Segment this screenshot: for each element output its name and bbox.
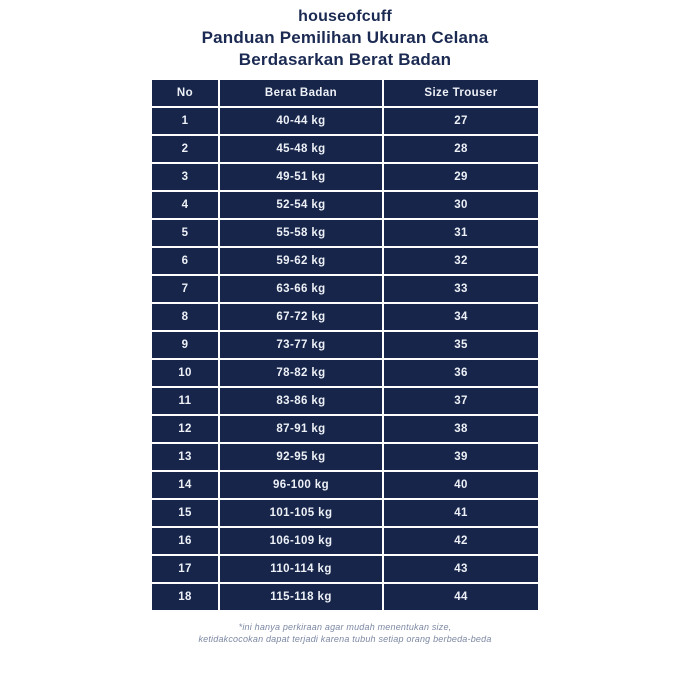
table-row <box>151 247 539 275</box>
table-row <box>151 303 539 331</box>
cell-size: 32 <box>383 247 539 275</box>
table-row <box>151 555 539 583</box>
column-header-no: No <box>151 79 219 107</box>
cell-size: 31 <box>383 219 539 247</box>
cell-no: 9 <box>151 331 219 359</box>
cell-size: 35 <box>383 331 539 359</box>
cell-size: 28 <box>383 135 539 163</box>
cell-weight: 101-105 kg <box>219 499 383 527</box>
cell-weight: 83-86 kg <box>219 387 383 415</box>
cell-weight: 110-114 kg <box>219 555 383 583</box>
cell-weight: 55-58 kg <box>219 219 383 247</box>
disclaimer-line1: *ini hanya perkiraan agar mudah menentukan size, <box>238 622 452 632</box>
cell-no: 2 <box>151 135 219 163</box>
cell-no: 6 <box>151 247 219 275</box>
cell-size: 34 <box>383 303 539 331</box>
cell-size: 39 <box>383 443 539 471</box>
cell-weight: 106-109 kg <box>219 527 383 555</box>
table-row <box>151 387 539 415</box>
cell-no: 10 <box>151 359 219 387</box>
cell-size: 40 <box>383 471 539 499</box>
disclaimer-note <box>0 621 690 645</box>
cell-size: 33 <box>383 275 539 303</box>
cell-no: 7 <box>151 275 219 303</box>
brand-name: houseofcuff <box>298 8 392 25</box>
cell-size: 27 <box>383 107 539 135</box>
page-title-line1: Panduan Pemilihan Ukuran Celana <box>201 28 489 47</box>
table-row <box>151 527 539 555</box>
cell-no: 13 <box>151 443 219 471</box>
size-table-header <box>151 79 539 107</box>
table-row <box>151 471 539 499</box>
cell-no: 14 <box>151 471 219 499</box>
cell-weight: 63-66 kg <box>219 275 383 303</box>
cell-weight: 115-118 kg <box>219 583 383 611</box>
cell-weight: 67-72 kg <box>219 303 383 331</box>
cell-no: 4 <box>151 191 219 219</box>
cell-no: 11 <box>151 387 219 415</box>
header-row <box>151 79 539 107</box>
size-table-body <box>151 107 539 611</box>
disclaimer-line2: ketidakcocokan dapat terjadi karena tubuh setiap orang berbeda-beda <box>198 634 492 644</box>
cell-size: 37 <box>383 387 539 415</box>
table-row <box>151 107 539 135</box>
cell-no: 18 <box>151 583 219 611</box>
cell-weight: 87-91 kg <box>219 415 383 443</box>
table-row <box>151 583 539 611</box>
cell-no: 16 <box>151 527 219 555</box>
cell-weight: 40-44 kg <box>219 107 383 135</box>
cell-no: 3 <box>151 163 219 191</box>
table-row <box>151 331 539 359</box>
table-row <box>151 443 539 471</box>
cell-size: 29 <box>383 163 539 191</box>
page-title-line2: Berdasarkan Berat Badan <box>238 50 452 69</box>
cell-weight: 78-82 kg <box>219 359 383 387</box>
cell-no: 12 <box>151 415 219 443</box>
cell-size: 30 <box>383 191 539 219</box>
column-header-size: Size Trouser <box>383 79 539 107</box>
cell-no: 15 <box>151 499 219 527</box>
cell-size: 41 <box>383 499 539 527</box>
table-row <box>151 275 539 303</box>
table-row <box>151 219 539 247</box>
cell-weight: 73-77 kg <box>219 331 383 359</box>
cell-weight: 96-100 kg <box>219 471 383 499</box>
table-row <box>151 191 539 219</box>
cell-no: 5 <box>151 219 219 247</box>
cell-weight: 45-48 kg <box>219 135 383 163</box>
cell-no: 8 <box>151 303 219 331</box>
table-row <box>151 135 539 163</box>
cell-size: 42 <box>383 527 539 555</box>
cell-no: 17 <box>151 555 219 583</box>
cell-weight: 59-62 kg <box>219 247 383 275</box>
table-row <box>151 499 539 527</box>
table-row <box>151 415 539 443</box>
cell-size: 44 <box>383 583 539 611</box>
cell-size: 38 <box>383 415 539 443</box>
size-table <box>150 78 540 612</box>
cell-size: 36 <box>383 359 539 387</box>
cell-weight: 92-95 kg <box>219 443 383 471</box>
cell-size: 43 <box>383 555 539 583</box>
cell-weight: 49-51 kg <box>219 163 383 191</box>
column-header-weight: Berat Badan <box>219 79 383 107</box>
table-row <box>151 163 539 191</box>
table-row <box>151 359 539 387</box>
page-header <box>0 0 690 71</box>
cell-weight: 52-54 kg <box>219 191 383 219</box>
cell-no: 1 <box>151 107 219 135</box>
